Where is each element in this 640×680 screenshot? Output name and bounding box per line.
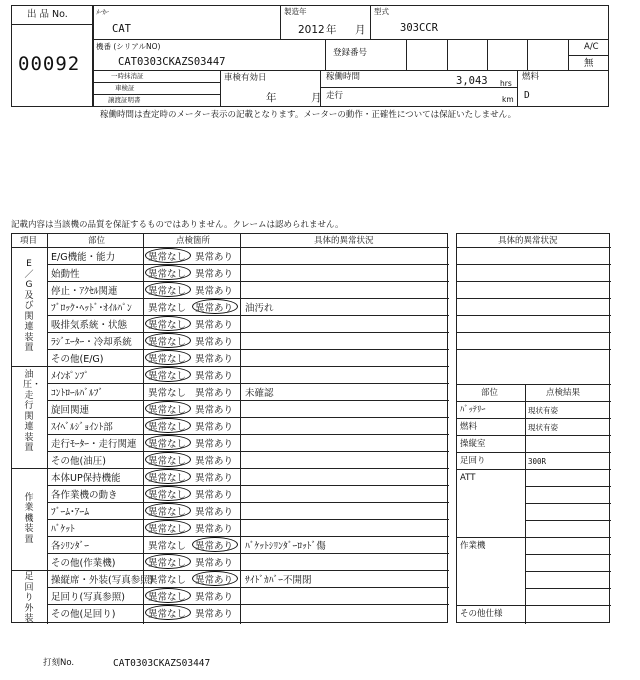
inspection-part: 始動性 <box>51 268 80 280</box>
inspection-part: ﾌﾞﾛｯｸ･ﾍｯﾄﾞ･ｵｲﾙﾊﾟﾝ <box>51 302 132 314</box>
fuel-row-result: 現状有姿 <box>528 423 558 432</box>
header-part: 部位 <box>88 236 106 246</box>
option-has-issue[interactable]: 異常あり <box>195 574 234 586</box>
inspection-part: ﾒｲﾝﾎﾟﾝﾌﾟ <box>51 370 90 382</box>
inspection-part: 走行ﾓｰﾀｰ・走行関連 <box>51 438 137 450</box>
inspection-part: 操縦席・外装(写真参照) <box>51 574 154 586</box>
option-has-issue[interactable]: 異常あり <box>195 455 234 467</box>
selection-circle <box>145 435 191 450</box>
option-no-issue[interactable]: 異常なし <box>148 302 187 314</box>
work-machine-label: 作業機 <box>460 541 486 551</box>
option-has-issue[interactable]: 異常あり <box>195 268 234 280</box>
selection-circle <box>145 367 191 382</box>
selection-circle <box>145 401 191 416</box>
option-no-issue[interactable]: 異常なし <box>148 268 187 280</box>
option-no-issue[interactable]: 異常なし <box>148 336 187 348</box>
option-has-issue[interactable]: 異常あり <box>195 353 234 365</box>
item-no-label: 出 品 No. <box>27 9 68 20</box>
registration-label: 登録番号 <box>333 48 368 58</box>
selection-circle <box>145 265 191 280</box>
option-has-issue[interactable]: 異常あり <box>195 251 234 263</box>
option-has-issue[interactable]: 異常あり <box>195 608 234 620</box>
option-no-issue[interactable]: 異常なし <box>148 540 187 552</box>
option-has-issue[interactable]: 異常あり <box>195 387 234 399</box>
transfer-cert-label: 譲渡証明書 <box>108 96 141 104</box>
option-no-issue[interactable]: 異常なし <box>148 472 187 484</box>
selection-circle <box>145 248 191 263</box>
issue-detail: ｻｲﾄﾞｶﾊﾞｰ不開閉 <box>245 574 312 586</box>
option-has-issue[interactable]: 異常あり <box>195 540 234 552</box>
stamp-label: 打刻No. <box>43 658 75 668</box>
selection-circle <box>145 333 191 348</box>
option-has-issue[interactable]: 異常あり <box>195 319 234 331</box>
right-info-table <box>456 233 610 623</box>
selection-circle <box>145 282 191 297</box>
ac-label: A/C <box>584 42 599 52</box>
inspection-valid-label: 車検有効日 <box>224 73 267 83</box>
att-label: ATT <box>460 473 476 483</box>
right-part-header: 部位 <box>481 388 499 398</box>
quality-notice: 記載内容は当該機の品質を保証するものではありません。クレームは認められません。 <box>11 220 344 230</box>
vehicle-inspection-label: 車検証 <box>115 84 135 92</box>
selection-circle <box>192 299 238 314</box>
inspection-part: その他(油圧) <box>51 455 106 467</box>
issue-detail: 未確認 <box>245 387 274 399</box>
inspection-part: 吸排気系統・状態 <box>51 319 128 331</box>
option-no-issue[interactable]: 異常なし <box>148 421 187 433</box>
battery-label: ﾊﾞｯﾃﾘｰ <box>460 405 486 415</box>
selection-circle <box>145 418 191 433</box>
option-has-issue[interactable]: 異常あり <box>195 336 234 348</box>
option-no-issue[interactable]: 異常なし <box>148 455 187 467</box>
option-has-issue[interactable]: 異常あり <box>195 557 234 569</box>
ac-value: 無 <box>584 58 594 69</box>
inspection-part: 各作業機の動き <box>51 489 118 501</box>
cab-label: 操縦室 <box>460 439 486 449</box>
inspection-part: 停止・ｱｸｾﾙ関連 <box>51 285 118 297</box>
hours-unit: hrs <box>500 79 512 88</box>
option-no-issue[interactable]: 異常なし <box>148 489 187 501</box>
selection-circle <box>145 520 191 535</box>
manufacture-year: 2012 <box>298 24 325 36</box>
selection-circle <box>145 452 191 467</box>
option-no-issue[interactable]: 異常なし <box>148 557 187 569</box>
selection-circle <box>192 537 238 552</box>
selection-circle <box>145 588 191 603</box>
undercarriage-result: 300R <box>528 457 547 466</box>
option-no-issue[interactable]: 異常なし <box>148 353 187 365</box>
option-has-issue[interactable]: 異常あり <box>195 523 234 535</box>
option-has-issue[interactable]: 異常あり <box>195 285 234 297</box>
selection-circle <box>145 469 191 484</box>
inspection-part: その他(作業機) <box>51 557 116 569</box>
model-label: 型式 <box>374 7 389 16</box>
right-result-header: 点検結果 <box>546 388 581 398</box>
serial-value: CAT0303CKAZS03447 <box>118 56 226 68</box>
option-has-issue[interactable]: 異常あり <box>195 438 234 450</box>
option-no-issue[interactable]: 異常なし <box>148 608 187 620</box>
option-no-issue[interactable]: 異常なし <box>148 387 187 399</box>
inspection-part: その他(E/G) <box>51 353 104 365</box>
year-unit: 年 <box>326 24 337 36</box>
inspection-part: ﾌﾞｰﾑ･ｱｰﾑ <box>51 506 90 518</box>
inspection-part: 足回り(写真参照) <box>51 591 125 603</box>
option-has-issue[interactable]: 異常あり <box>195 370 234 382</box>
option-has-issue[interactable]: 異常あり <box>195 591 234 603</box>
inspection-part: ﾗｼﾞｴｰﾀｰ・冷却系統 <box>51 336 132 348</box>
option-no-issue[interactable]: 異常なし <box>148 285 187 297</box>
selection-circle <box>192 571 238 586</box>
header-issue: 具体的異常状況 <box>314 236 374 246</box>
item-no: 00092 <box>18 53 81 75</box>
option-has-issue[interactable]: 異常あり <box>195 302 234 314</box>
option-has-issue[interactable]: 異常あり <box>195 489 234 501</box>
option-no-issue[interactable]: 異常なし <box>148 523 187 535</box>
undercarriage-label: 足回り <box>460 456 486 466</box>
stamp-value: CAT0303CKAZS03447 <box>113 658 211 669</box>
right-top-header: 具体的異常状況 <box>498 236 558 246</box>
fuel-value: D <box>524 90 530 101</box>
issue-detail: ﾊﾞｹｯﾄｼﾘﾝﾀﾞｰﾛｯﾄﾞ傷 <box>245 540 326 552</box>
issue-detail: 油汚れ <box>245 302 274 314</box>
manufacture-year-label: 製造年 <box>284 7 307 16</box>
inspection-part: E/G機能・能力 <box>51 251 116 263</box>
option-no-issue[interactable]: 異常なし <box>148 319 187 331</box>
inspection-part: その他(足回り) <box>51 608 116 620</box>
mileage-unit: km <box>502 95 514 104</box>
model-value: 303CCR <box>400 22 438 34</box>
selection-circle <box>145 605 191 620</box>
option-no-issue[interactable]: 異常なし <box>148 506 187 518</box>
temp-permit-label: 一時抹消証 <box>111 72 144 80</box>
selection-circle <box>145 554 191 569</box>
fuel-label: 燃料 <box>522 72 540 82</box>
group-label: 作業機装置 <box>24 492 34 545</box>
group-label: 油圧・走行関連装置 <box>23 369 42 454</box>
group-label: E／G及び関連装置 <box>24 259 34 354</box>
selection-circle <box>145 486 191 501</box>
maker-value: CAT <box>112 23 131 35</box>
selection-circle <box>145 350 191 365</box>
option-no-issue[interactable]: 異常なし <box>148 404 187 416</box>
other-spec-label: その他仕様 <box>460 609 503 619</box>
inspection-part: ﾊﾞｹｯﾄ <box>51 523 75 535</box>
option-no-issue[interactable]: 異常なし <box>148 251 187 263</box>
fuel-row-label: 燃料 <box>460 422 478 432</box>
mileage-label: 走行 <box>326 91 344 101</box>
selection-circle <box>145 316 191 331</box>
inspection-part: ｺﾝﾄﾛｰﾙﾊﾞﾙﾌﾞ <box>51 387 104 399</box>
operating-hours-label: 稼働時間 <box>326 72 361 82</box>
inspection-table <box>11 233 448 623</box>
inspection-part: 各ｼﾘﾝﾀﾞｰ <box>51 540 90 552</box>
option-has-issue[interactable]: 異常あり <box>195 472 234 484</box>
group-label: 足回り外装 <box>24 572 34 624</box>
option-no-issue[interactable]: 異常なし <box>148 438 187 450</box>
header-location: 点検箇所 <box>176 236 211 246</box>
option-no-issue[interactable]: 異常なし <box>148 574 187 586</box>
option-no-issue[interactable]: 異常なし <box>148 370 187 382</box>
header-category: 項目 <box>20 236 38 246</box>
inspection-part: 本体UP保持機能 <box>51 472 121 484</box>
month-unit: 月 <box>355 24 366 36</box>
option-has-issue[interactable]: 異常あり <box>195 404 234 416</box>
option-has-issue[interactable]: 異常あり <box>195 506 234 518</box>
operating-hours: 3,043 <box>456 75 488 87</box>
inspection-year-unit: 年 <box>266 92 277 104</box>
option-has-issue[interactable]: 異常あり <box>195 421 234 433</box>
hours-notice: 稼働時間は査定時のメーター表示の記載となります。メーターの動作・正確性については保証いたしません。 <box>100 110 517 120</box>
inspection-part: 旋回関連 <box>51 404 90 416</box>
maker-label: ﾒｰｶｰ <box>96 8 109 16</box>
option-no-issue[interactable]: 異常なし <box>148 591 187 603</box>
selection-circle <box>145 503 191 518</box>
inspection-part: ｽｲﾍﾞﾙｼﾞｮｲﾝﾄ部 <box>51 421 113 433</box>
serial-label: 機番 (シリアルNO) <box>96 42 161 51</box>
battery-result: 現状有姿 <box>528 406 558 415</box>
inspection-month-unit: 月 <box>311 92 322 104</box>
